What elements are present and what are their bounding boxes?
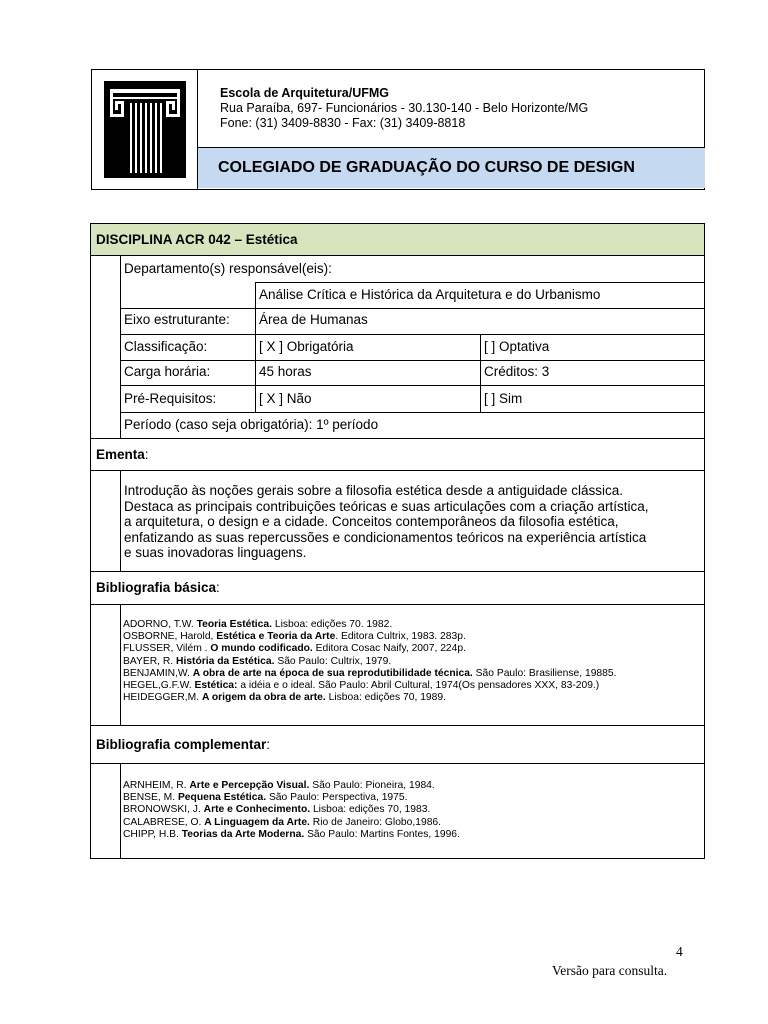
bib-title: A obra de arte na época de sua reprodutibilidade técnica. — [192, 667, 473, 679]
bib-comp-heading — [91, 725, 704, 764]
classification-mandatory: [ X ] Obrigatória — [259, 339, 354, 354]
bib-comp-heading-text: Bibliografia complementar — [96, 737, 267, 752]
bib-entry — [123, 792, 698, 804]
bib-entry — [123, 804, 698, 816]
bib-publisher: . Editora Cultrix, 1983. 283p. — [335, 631, 466, 643]
bib-entry — [123, 680, 698, 692]
indent-line — [120, 605, 121, 725]
bib-basic-colon: : — [216, 580, 220, 595]
bib-publisher: Rio de Janeiro: Globo,1986. — [309, 816, 442, 828]
bib-basic-list — [123, 619, 698, 704]
prereq-label: Pré-Requisitos: — [124, 391, 217, 406]
hours-label: Carga horária: — [124, 364, 211, 379]
prereq-no: [ X ] Não — [259, 391, 312, 406]
bib-title: Estética e Teoria da Arte — [216, 631, 336, 643]
row-divider — [120, 385, 704, 386]
bib-author: HEIDEGGER,M. — [123, 692, 202, 704]
letterhead — [91, 69, 705, 190]
bib-author: BAYER, R. — [123, 655, 177, 667]
classification-optional: [ ] Optativa — [484, 339, 550, 354]
ementa-heading — [91, 438, 704, 471]
row-divider — [120, 334, 704, 335]
col-divider — [255, 334, 256, 412]
bib-publisher: Lisboa: edições 70, 1983. — [310, 804, 431, 816]
bib-author: BENSE, M. — [123, 792, 178, 804]
bib-entry — [123, 692, 698, 704]
credits-value: Créditos: 3 — [484, 364, 550, 379]
row-divider — [120, 308, 704, 309]
logo-box — [92, 70, 198, 189]
dept-value: Análise Crítica e Histórica da Arquitetura e do Urbanismo — [259, 287, 601, 302]
bib-author: CHIPP, H.B. — [123, 828, 182, 840]
bib-author: ADORNO, T.W. — [123, 619, 197, 630]
bib-author: OSBORNE, Harold, — [123, 631, 217, 643]
bib-publisher: Lisboa: edições 70. 1982. — [271, 619, 393, 630]
ementa-line: enfatizando as suas repercussões e condicionamentos teóricos na experiência artística — [124, 529, 647, 545]
bib-title: Teoria Estética. — [196, 619, 272, 630]
ementa-heading-text: Ementa — [96, 447, 145, 462]
bib-title: História da Estética. — [176, 655, 275, 667]
bib-basic-heading-text: Bibliografia básica — [96, 580, 217, 595]
indent-line — [120, 471, 121, 572]
bib-publisher: São Paulo: Martins Fontes, 1996. — [304, 828, 460, 840]
bib-publisher: São Paulo: Pioneira, 1984. — [309, 780, 435, 791]
ementa-line: Introdução às noções gerais sobre a filosofia estética desde a antiguidade clássica. — [124, 483, 624, 498]
collegiate-banner: COLEGIADO DE GRADUAÇÃO DO CURSO DE DESIGN — [198, 147, 705, 188]
bib-title: O mundo codificado. — [210, 643, 313, 655]
bib-comp-colon: : — [266, 737, 271, 752]
bib-author: CALABRESE, O. — [123, 816, 205, 828]
axis-label: Eixo estruturante: — [124, 312, 230, 327]
hours-value: 45 horas — [259, 364, 312, 379]
bib-author: BRONOWSKI, J. — [123, 804, 204, 816]
bib-title: Estética: — [194, 680, 238, 692]
course-title: DISCIPLINA ACR 042 – Estética — [91, 224, 704, 256]
footer-note: Versão para consulta. — [552, 963, 668, 978]
dept-label: Departamento(s) responsável(eis): — [124, 261, 332, 276]
bib-entry — [123, 668, 698, 680]
ionic-column-icon — [104, 81, 186, 178]
bib-publisher: São Paulo: Cultrix, 1979. — [274, 655, 392, 667]
bib-publisher: a idéia e o ideal. São Paulo: Abril Cultural, 1974(Os pensadores XXX, 83-209.) — [237, 680, 600, 692]
school-address: Rua Paraíba, 697- Funcionários - 30.130-140 - Belo Horizonte/MG — [220, 101, 589, 115]
bib-title: Pequena Estética. — [177, 792, 267, 804]
bib-comp-list — [123, 780, 698, 841]
bib-title: A Linguagem da Arte. — [204, 816, 310, 828]
row-divider — [255, 282, 704, 283]
bib-publisher: Lisboa: edições 70, 1989. — [325, 692, 446, 704]
bib-publisher: São Paulo: Perspectiva, 1975. — [266, 792, 408, 804]
bib-author: BENJAMIN,W. — [123, 667, 193, 679]
axis-value: Área de Humanas — [259, 312, 368, 327]
bib-entry — [123, 780, 698, 792]
ementa-line: a arquitetura, o design e a cidade. Conceitos contemporâneos da filosofia estética, — [124, 514, 619, 529]
bib-author: HEGEL,G.F.W. — [123, 680, 195, 692]
school-logo — [104, 81, 186, 178]
school-phone: Fone: (31) 3409-8830 - Fax: (31) 3409-8818 — [220, 116, 466, 130]
indent-line — [120, 256, 121, 438]
bib-title: Arte e Conhecimento. — [203, 804, 311, 816]
bib-entry — [123, 643, 698, 655]
ementa-line: e suas inovadoras linguagens. — [124, 545, 307, 560]
row-divider — [120, 360, 704, 361]
col-divider — [480, 334, 481, 412]
school-name: Escola de Arquitetura/UFMG — [220, 86, 390, 100]
bib-publisher: Editora Cosac Naify, 2007, 224p. — [312, 643, 466, 655]
bib-author: FLUSSER, Vilém . — [123, 643, 211, 655]
indent-line — [120, 764, 121, 858]
classification-label: Classificação: — [124, 339, 208, 354]
ementa-text — [124, 483, 694, 561]
ementa-colon: : — [144, 447, 149, 462]
bib-title: A origem da obra de arte. — [201, 692, 326, 704]
bib-entry — [123, 619, 698, 631]
bib-publisher: São Paulo: Brasiliense, 19885. — [472, 667, 617, 679]
period-value: Período (caso seja obrigatória): 1º período — [124, 417, 379, 432]
bib-entry — [123, 829, 698, 841]
ementa-line: Destaca as principais contribuições teóricas e suas articulações com a criação artística, — [124, 498, 649, 514]
bib-entry — [123, 631, 698, 643]
school-info — [220, 86, 588, 131]
page-number: 4 — [676, 944, 683, 959]
bib-author: ARNHEIM, R. — [123, 780, 190, 791]
bib-entry — [123, 656, 698, 668]
prereq-yes: [ ] Sim — [484, 391, 523, 406]
bib-title: Teorias da Arte Moderna. — [181, 828, 305, 840]
bib-entry — [123, 817, 698, 829]
course-table — [90, 223, 705, 859]
row-divider — [120, 412, 704, 413]
bib-basic-heading — [91, 571, 704, 605]
bib-title: Arte e Percepção Visual. — [189, 780, 310, 791]
